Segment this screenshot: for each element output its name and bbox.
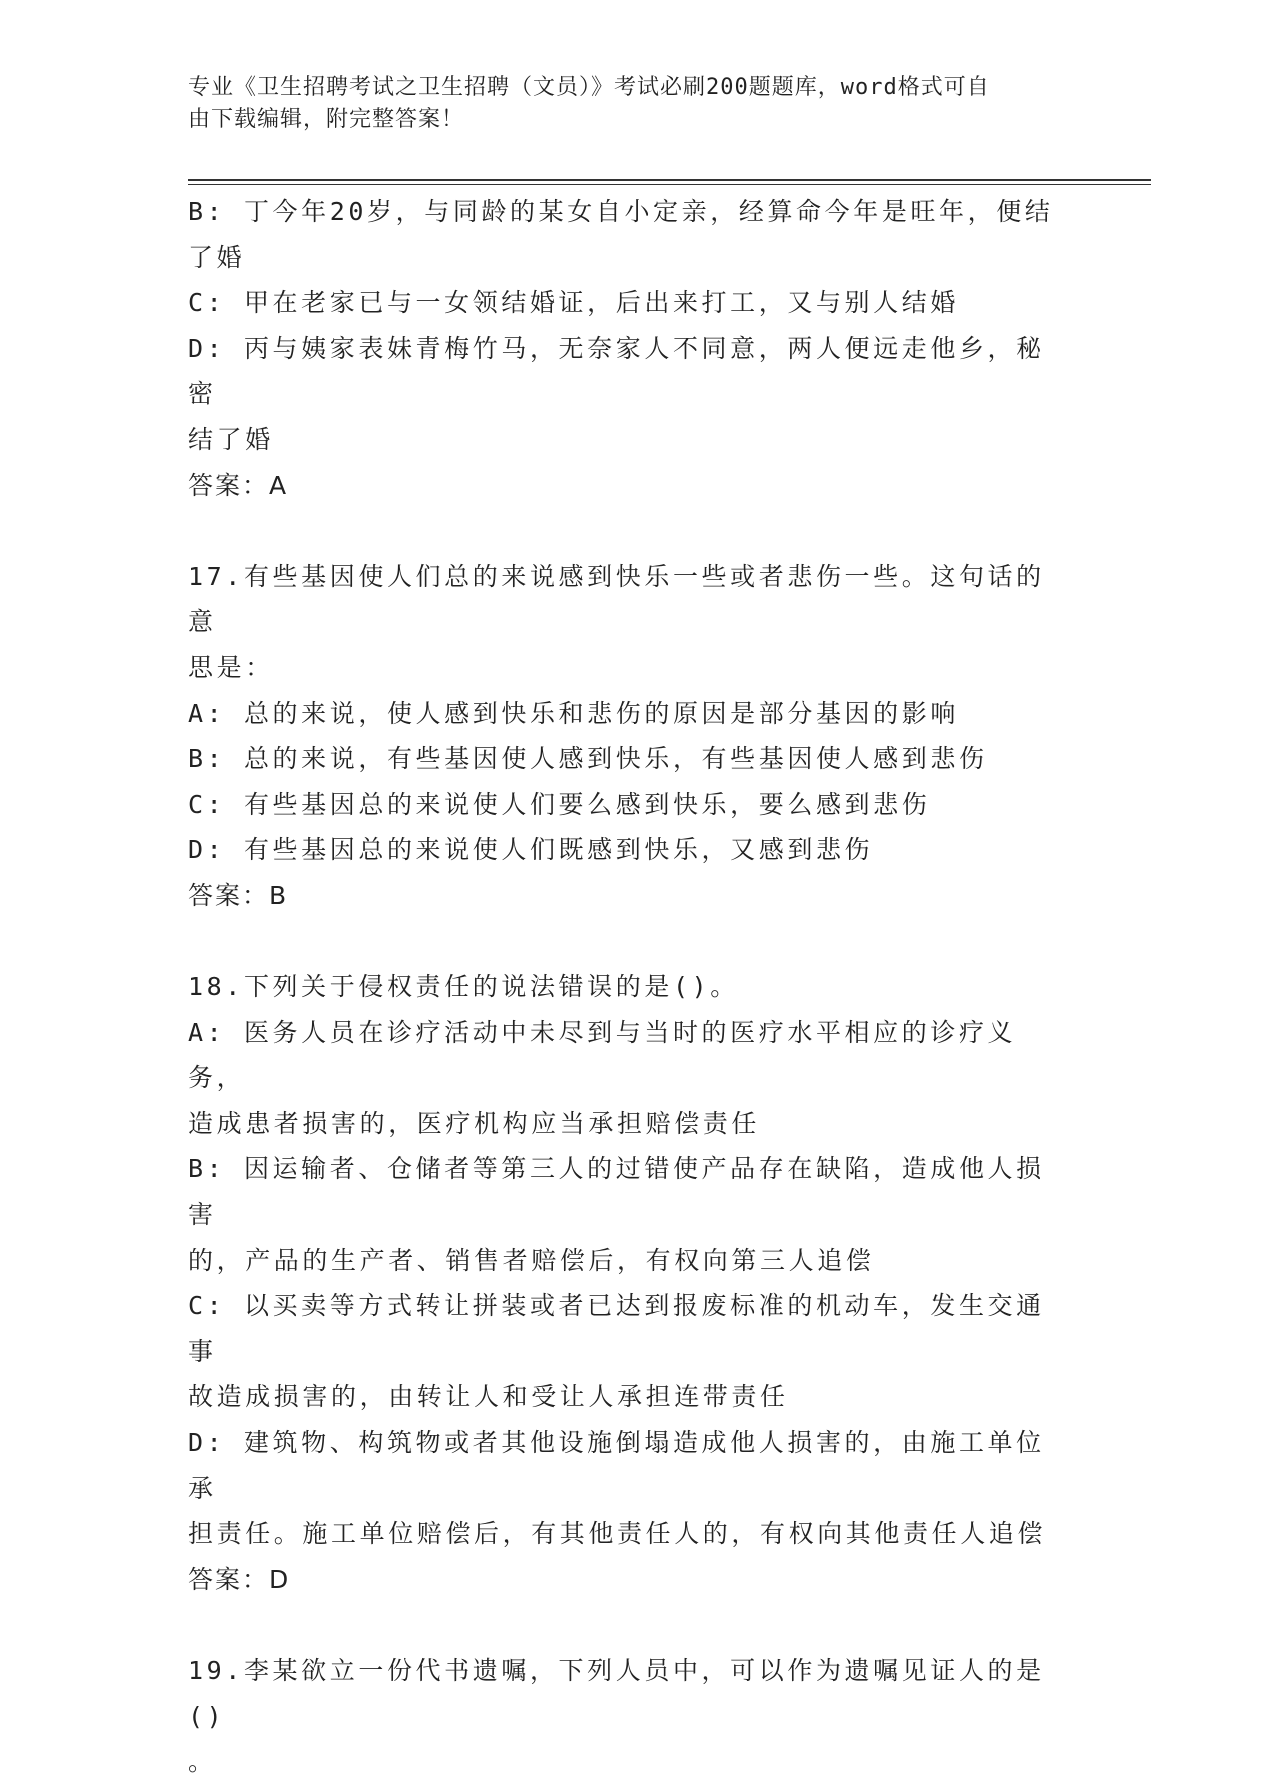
question-stem-line-2: 。 [188, 1747, 217, 1777]
option-a-line-2: 造成患者损害的，医疗机构应当承担赔偿责任 [188, 1108, 761, 1138]
question-stem-line-1: 19.李某欲立一份代书遗嘱，下列人员中，可以作为遗嘱见证人的是() [188, 1656, 1045, 1731]
answer-17: 答案：B [188, 880, 289, 910]
answer-18: 答案：D [188, 1564, 291, 1594]
answer-16: 答案：A [188, 470, 289, 500]
question-19 [188, 1648, 1068, 1785]
option-c: C: 有些基因总的来说使人们要么感到快乐，要么感到悲伤 [188, 789, 931, 819]
option-b-line-2: 的，产品的生产者、销售者赔偿后，有权向第三人追偿 [188, 1245, 875, 1275]
option-b-line-1: B: 丁今年20岁，与同龄的某女自小定亲，经算命今年是旺年，便结 [188, 197, 1054, 226]
spacer [188, 1602, 1068, 1648]
question-stem: 18.下列关于侵权责任的说法错误的是()。 [188, 972, 739, 1002]
option-a: A: 总的来说，使人感到快乐和悲伤的原因是部分基因的影响 [188, 698, 959, 728]
header-line-1: 专业《卫生招聘考试之卫生招聘（文员）》考试必刷200题题库，word格式可自 [188, 75, 990, 100]
spacer [188, 919, 1068, 965]
question-18 [188, 964, 1068, 1602]
question-17 [188, 554, 1068, 919]
option-c-line-2: 故造成损害的，由转让人和受让人承担连带责任 [188, 1382, 789, 1412]
option-b-line-1: B: 因运输者、仓储者等第三人的过错使产品存在缺陷，造成他人损害 [188, 1154, 1045, 1230]
option-d: D: 有些基因总的来说使人们既感到快乐，又感到悲伤 [188, 835, 874, 865]
option-c-line-1: C: 以买卖等方式转让拼装或者已达到报废标准的机动车，发生交通事 [188, 1291, 1045, 1366]
option-b-line-2: 了婚 [188, 242, 246, 272]
question-16-tail [188, 189, 1068, 508]
option-c: C: 甲在老家已与一女领结婚证，后出来打工，又与别人结婚 [188, 288, 959, 318]
option-d-line-1: D: 丙与姨家表妹青梅竹马，无奈家人不同意，两人便远走他乡，秘密 [188, 333, 1045, 409]
option-d-line-2: 担责任。施工单位赔偿后，有其他责任人的，有权向其他责任人追偿 [188, 1519, 1047, 1549]
question-stem-line-2: 思是： [188, 652, 274, 682]
question-stem-line-1: 17.有些基因使人们总的来说感到快乐一些或者悲伤一些。这句话的意 [188, 561, 1045, 637]
option-d-line-2: 结了婚 [188, 424, 274, 454]
document-body [188, 189, 1068, 1785]
header-line-2: 由下载编辑，附完整答案！ [188, 107, 465, 132]
option-d-line-1: D: 建筑物、构筑物或者其他设施倒塌造成他人损害的，由施工单位承 [188, 1428, 1045, 1503]
document-header [188, 72, 1068, 136]
option-b: B: 总的来说，有些基因使人感到快乐，有些基因使人感到悲伤 [188, 744, 988, 774]
spacer [188, 508, 1068, 554]
option-a-line-1: A: 医务人员在诊疗活动中未尽到与当时的医疗水平相应的诊疗义务， [188, 1017, 1017, 1093]
header-divider-thin [188, 184, 1151, 185]
header-divider-thick [188, 179, 1151, 181]
